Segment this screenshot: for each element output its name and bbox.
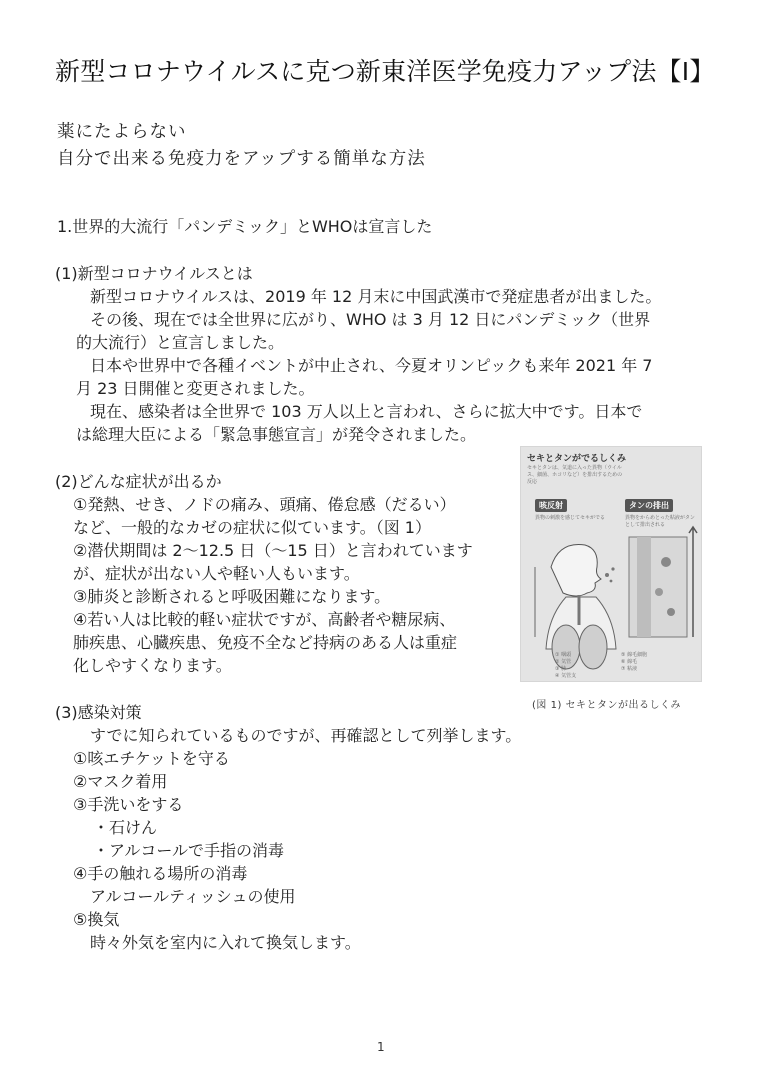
heading-1: 1.世界的大流行「パンデミック」とWHOは宣言した (57, 217, 433, 236)
section2-line: 肺疾患、心臓疾患、免疫不全など持病のある人は重症 (73, 633, 458, 652)
figure-legend-item: ④ 気管支 (555, 673, 577, 679)
section1-line: 的大流行）と宣言しました。 (76, 333, 285, 352)
section2-line: など、一般的なカゼの症状に似ています。（図 1） (73, 518, 431, 537)
figure-legend-item: ① 咽頭 (555, 652, 572, 658)
section1-heading: (1)新型コロナウイルスとは (55, 264, 253, 283)
section3-line: ①咳エチケットを守る (73, 749, 230, 768)
section1-line: 新型コロナウイルスは、2019 年 12 月末に中国武漢市で発症患者が出ました。 (90, 287, 662, 306)
figure-legend-item: ⑦ 粘液 (621, 666, 638, 672)
section2-heading: (2)どんな症状が出るか (55, 472, 222, 491)
section2-line: ②潜伏期間は 2～12.5 日（～15 日）と言われています (73, 541, 473, 560)
page-title: 新型コロナウイルスに克つ新東洋医学免疫力アップ法【Ⅰ】 (55, 57, 715, 86)
section3-line: アルコールティッシュの使用 (90, 887, 296, 906)
figure-label-cough-reflex: 咳反射 (535, 499, 567, 512)
figure-desc: セキとタンは、気道に入った異物（ウイルス、細菌、ホコリなど）を排出するための反応 (527, 465, 623, 485)
section1-line: は総理大臣による「緊急事態宣言」が発令されました。 (76, 425, 477, 444)
figure-text-left: 異物の刺激を感じてセキがでる (535, 515, 606, 521)
subtitle-line-2: 自分で出来る免疫力をアップする簡単な方法 (57, 149, 426, 169)
section2-line: ④若い人は比較的軽い症状ですが、高齢者や糖尿病、 (73, 610, 456, 629)
figure-legend-item: ③ 肺 (555, 666, 567, 672)
section3-heading: (3)感染対策 (55, 703, 142, 722)
figure-title: セキとタンがでるしくみ (527, 454, 627, 464)
section3-line: ④手の触れる場所の消毒 (73, 864, 248, 883)
section3-line: ②マスク着用 (73, 772, 168, 791)
figure-legend-item: ⑥ 線毛 (621, 659, 638, 665)
figure-legend-item: ⑤ 線毛細胞 (621, 652, 648, 658)
figure-text-right: 異物をからめとった粘液がタンとして排出される (625, 515, 695, 528)
section2-line: ①発熱、せき、ノドの痛み、頭痛、倦怠感（だるい） (73, 495, 456, 514)
page-number: 1 (377, 1040, 385, 1054)
section3-line: 時々外気を室内に入れて換気します。 (90, 933, 361, 952)
section2-line: が、症状が出ない人や軽い人もいます。 (73, 564, 360, 583)
section3-line: ⑤換気 (73, 910, 120, 929)
section1-line: その後、現在では全世界に広がり、WHO は 3 月 12 日にパンデミック（世界 (90, 310, 651, 329)
figure-legend-item: ② 気管 (555, 659, 572, 665)
section3-line: ③手洗いをする (73, 795, 184, 814)
figure-cough-phlegm (520, 446, 702, 682)
subtitle-line-1: 薬にたよらない (57, 122, 187, 142)
section3-line: すでに知られているものですが、再確認として列挙します。 (90, 726, 522, 745)
figure-illustration (521, 447, 702, 682)
section1-line: 現在、感染者は全世界で 103 万人以上と言われ、さらに拡大中です。日本で (90, 402, 643, 421)
section3-line: ・石けん (93, 818, 158, 837)
section3-line: ・アルコールで手指の消毒 (93, 841, 285, 860)
section1-line: 日本や世界中で各種イベントが中止され、今夏オリンピックも来年 2021 年 7 (90, 356, 653, 375)
section2-line: 化しやすくなります。 (73, 656, 232, 675)
figure-caption: (図 1) セキとタンが出るしくみ (532, 700, 682, 711)
section2-line: ③肺炎と診断されると呼吸困難になります。 (73, 587, 391, 606)
figure-label-phlegm: タンの排出 (625, 499, 673, 512)
section1-line: 月 23 日開催と変更されました。 (76, 379, 315, 398)
